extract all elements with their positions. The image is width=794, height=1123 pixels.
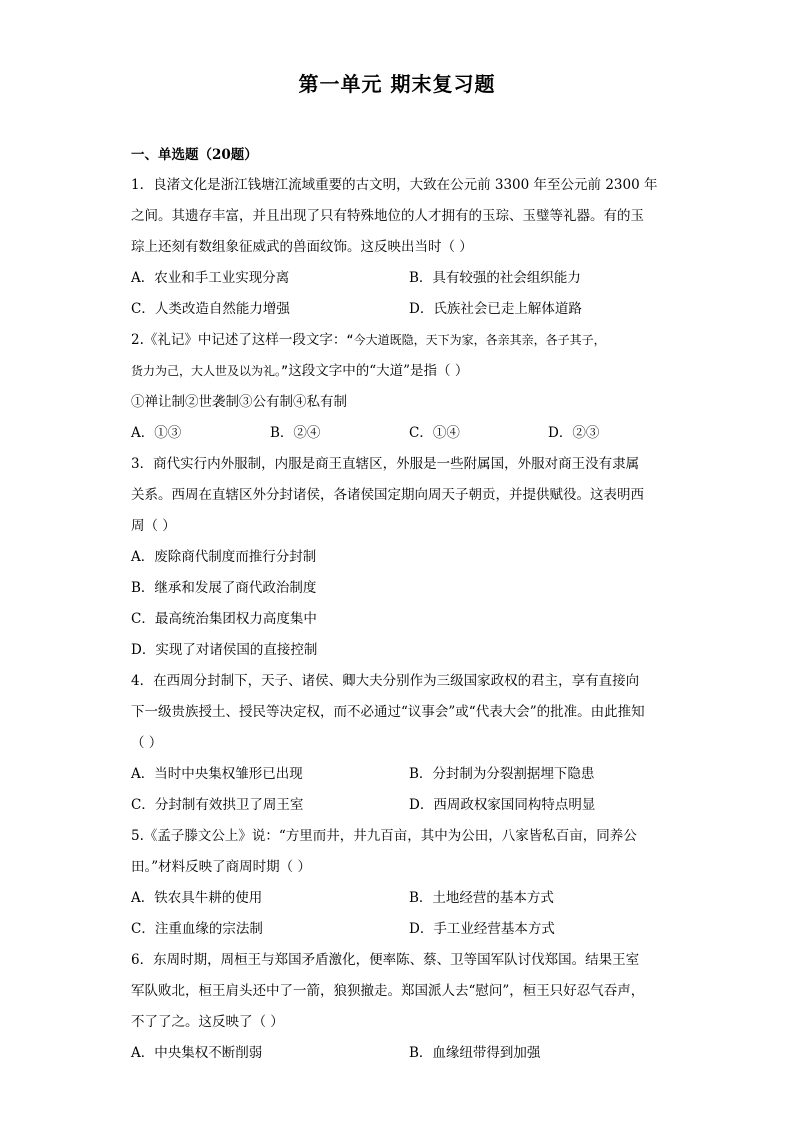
- question-4-option-a: A．当时中央集权雏形已出现: [131, 766, 303, 782]
- question-2-line-2: [131, 359, 468, 379]
- question-4-option-b: B．分封制为分裂割据埋下隐患: [409, 766, 595, 782]
- question-2-intro: 2.《礼记》中记述了这样一段文字：: [131, 332, 347, 348]
- question-2-option-c: C．①④: [409, 425, 460, 441]
- question-2-quote-part-2: 货力为己，大人世及以为礼。”: [131, 364, 289, 378]
- question-5-line-2: 田。”材料反映了商周时期（ ）: [131, 859, 311, 875]
- question-4-line-2: 下一级贵族授土、授民等决定权，而不必通过“议事会”或“代表大会”的批准。由此推知: [131, 704, 645, 720]
- question-1-line-1: 1．良渚文化是浙江钱塘江流域重要的古文明，大致在公元前 3300 年至公元前 2300 年: [131, 177, 658, 193]
- question-5-option-b: B．土地经营的基本方式: [409, 890, 554, 906]
- question-3-line-2: 关系。西周在直辖区外分封诸侯，各诸侯国定期向周天子朝贡，并提供赋役。这表明西: [131, 487, 644, 503]
- question-6-option-a: A．中央集权不断削弱: [131, 1045, 263, 1061]
- page-title: 第一单元 期末复习题: [298, 72, 496, 96]
- question-6-line-3: 不了了之。这反映了（ ）: [131, 1014, 284, 1030]
- question-2-items: ①禅让制②世袭制③公有制④私有制: [131, 394, 347, 410]
- question-6-option-b: B．血缘纽带得到加强: [409, 1045, 541, 1061]
- question-1-option-b: B．具有较强的社会组织能力: [409, 270, 581, 286]
- section-heading: 一、单选题（20题）: [131, 147, 258, 163]
- question-1-option-d: D．氏族社会已走上解体道路: [409, 301, 582, 317]
- question-2-option-a: A．①③: [131, 425, 182, 441]
- question-4-option-c: C．分封制有效拱卫了周王室: [131, 797, 304, 813]
- question-2-option-b: B．②④: [270, 425, 321, 441]
- question-5-option-c: C．注重血缘的宗法制: [131, 921, 263, 937]
- question-5-line-1: 5.《孟子滕文公上》说：“方里而井，井九百亩，其中为公田，八家皆私百亩，同养公: [131, 828, 637, 844]
- question-6-line-1: 6．东周时期，周桓王与郑国矛盾激化，便率陈、蔡、卫等国军队讨伐郑国。结果王室: [131, 952, 640, 968]
- question-4-line-3: （ ）: [131, 735, 163, 751]
- question-2-quote-part-1: “今大道既隐，天下为家，各亲其亲，各子其子，: [346, 333, 606, 347]
- question-5-option-d: D．手工业经营基本方式: [409, 921, 555, 937]
- question-4-line-1: 4．在西周分封制下，天子、诸侯、卿大夫分别作为三级国家政权的君主，享有直接向: [131, 673, 640, 689]
- question-1-line-3: 琮上还刻有数组象征威武的兽面纹饰。这反映出当时（ ）: [131, 239, 473, 255]
- question-3-option-c: C．最高统治集团权力高度集中: [131, 611, 317, 627]
- question-3-option-a: A．废除商代制度而推行分封制: [131, 549, 317, 565]
- question-6-line-2: 军队败北，桓王肩头还中了一箭，狼狈撤走。郑国派人去“慰问”，桓王只好忍气吞声，: [131, 983, 645, 999]
- question-3-option-b: B．继承和发展了商代政治制度: [131, 580, 317, 596]
- question-5-option-a: A．铁农具牛耕的使用: [131, 890, 263, 906]
- question-4-option-d: D．西周政权家国同构特点明显: [409, 797, 596, 813]
- question-2-option-d: D．②③: [548, 425, 600, 441]
- question-1-line-2: 之间。其遗存丰富，并且出现了只有特殊地位的人才拥有的玉琮、玉璧等礼器。有的玉: [131, 208, 644, 224]
- question-2-prompt: 这段文字中的“大道”是指（ ）: [288, 363, 469, 379]
- question-1-option-c: C．人类改造自然能力增强: [131, 301, 290, 317]
- question-3-option-d: D．实现了对诸侯国的直接控制: [131, 642, 318, 658]
- question-3-line-1: 3．商代实行内外服制，内服是商王直辖区，外服是一些附属国，外服对商王没有隶属: [131, 456, 640, 472]
- question-2-line-1: [131, 328, 606, 348]
- question-3-line-3: 周（ ）: [131, 518, 176, 534]
- question-1-option-a: A．农业和手工业实现分离: [131, 270, 290, 286]
